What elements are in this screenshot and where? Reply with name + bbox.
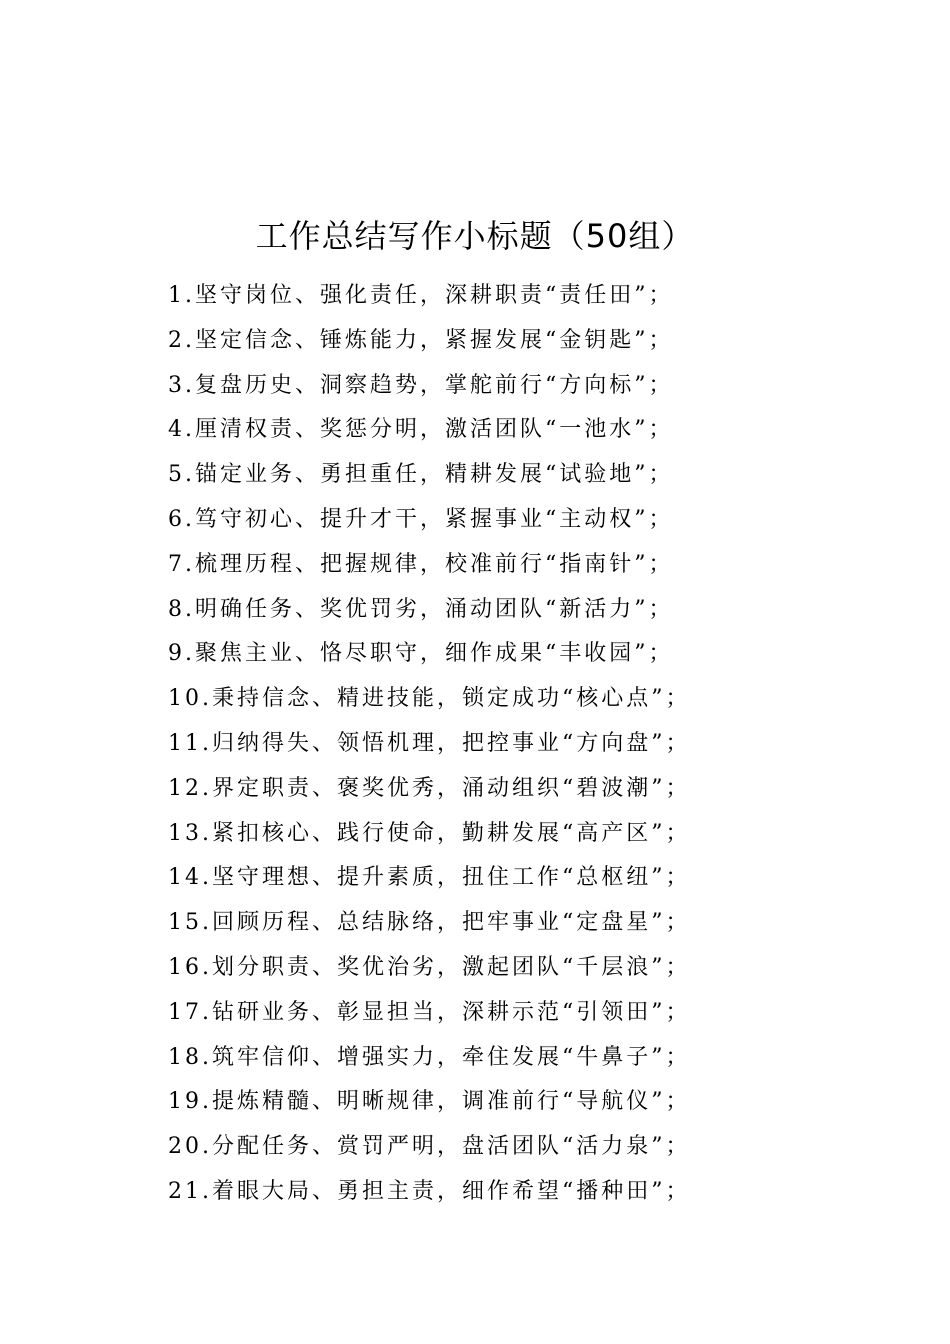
list-item: 17.钻研业务、彰显担当，深耕示范“引领田”；: [168, 999, 691, 1025]
list-item: 16.划分职责、奖优治劣，激起团队“千层浪”；: [168, 954, 691, 980]
list-item: 19.提炼精髓、明晰规律，调准前行“导航仪”；: [168, 1089, 691, 1115]
list-item: 21.着眼大局、勇担主责，细作希望“播种田”；: [168, 1178, 691, 1204]
list-item: 7.梳理历程、把握规律，校准前行“指南针”；: [168, 551, 674, 577]
list-item: 3.复盘历史、洞察趋势，掌舵前行“方向标”；: [168, 372, 674, 398]
list-item: 11.归纳得失、领悟机理，把控事业“方向盘”；: [168, 730, 691, 756]
list-item: 4.厘清权责、奖惩分明，激活团队“一池水”；: [168, 417, 674, 443]
list-item: 5.锚定业务、勇担重任，精耕发展“试验地”；: [168, 462, 674, 488]
list-item: 2.坚定信念、锤炼能力，紧握发展“金钥匙”；: [168, 327, 674, 353]
list-item: 15.回顾历程、总结脉络，把牢事业“定盘星”；: [168, 910, 691, 936]
title-list: [168, 274, 868, 1215]
list-item: 13.紧扣核心、践行使命，勤耕发展“高产区”；: [168, 820, 691, 846]
document-title: 工作总结写作小标题（50组）: [255, 217, 695, 255]
list-item: 8.明确任务、奖优罚劣，涌动团队“新活力”；: [168, 596, 674, 622]
list-item: 12.界定职责、褒奖优秀，涌动组织“碧波潮”；: [168, 775, 691, 801]
list-item: 10.秉持信念、精进技能，锁定成功“核心点”；: [168, 686, 691, 712]
list-item: 14.坚守理想、提升素质，扭住工作“总枢纽”；: [168, 865, 691, 891]
list-item: 20.分配任务、赏罚严明，盘活团队“活力泉”；: [168, 1134, 691, 1160]
list-item: 6.笃守初心、提升才干，紧握事业“主动权”；: [168, 506, 674, 532]
list-item: 1.坚守岗位、强化责任，深耕职责“责任田”；: [168, 283, 674, 308]
list-item: 18.筑牢信仰、增强实力，牵住发展“牛鼻子”；: [168, 1044, 691, 1070]
list-item: 9.聚焦主业、恪尽职守，细作成果“丰收园”；: [168, 641, 674, 667]
